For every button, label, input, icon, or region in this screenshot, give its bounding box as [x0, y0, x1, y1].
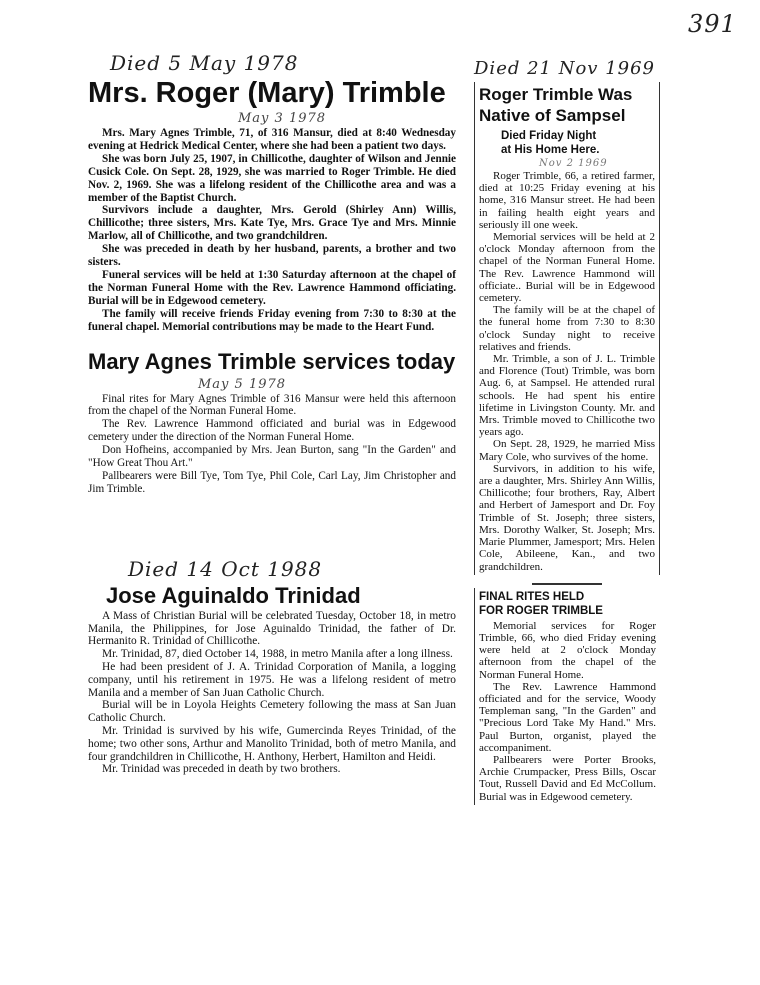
clipping-roger-obituary	[474, 82, 660, 575]
divider	[532, 583, 602, 585]
paragraph: Mr. Trinidad is survived by his wife, Gumercinda Reyes Trinidad, of the home; two other sons, Arthur and Manolito Trinidad, both of metro Manila, and four grandchildren in Chillicothe, H. Anthony, Herbert, Hamilton and Heidi.	[88, 724, 456, 763]
paragraph: Don Hofheins, accompanied by Mrs. Jean Burton, sang "In the Garden" and "How Great Thou Art."	[88, 444, 456, 470]
paragraph: Mr. Trinidad, 87, died October 14, 1988, in metro Manila after a long illness.	[102, 648, 453, 661]
rites-headline	[479, 590, 656, 618]
paragraph: Pallbearers were Porter Brooks, Archie Crumpacker, Press Bills, Oscar Tout, Russell David and Ed McCollum. Burial was in Edgewood cemetery.	[479, 753, 656, 803]
page-number: 391	[688, 10, 737, 38]
obituary-body	[88, 127, 456, 334]
clipping-final-rites	[474, 588, 660, 805]
obituary-headline: Jose Aguinaldo Trinidad	[106, 582, 361, 608]
right-column	[474, 56, 660, 805]
handwritten-death-date: Died 21 Nov 1969	[474, 58, 655, 79]
paragraph: Funeral services will be held at 1:30 Saturday afternoon at the chapel of the Norman Funeral Home with the Rev. Lawrence Hammond officiating. Burial will be in Edgewood cemetery.	[88, 268, 456, 307]
handwritten-death-date: Died 5 May 1978	[110, 51, 299, 75]
paragraph: He had been president of J. A. Trinidad Corporation of Manila, a logging company, until his retirement in 1975. He was a lifelong resident of metro Manila and a member of San Juan Catholic Church.	[88, 660, 456, 699]
paragraph: Pallbearers were Bill Tye, Tom Tye, Phil Cole, Carl Lay, Jim Christopher and Jim Trimble.	[88, 469, 456, 495]
paragraph: Mr. Trinidad was preceded in death by two brothers.	[102, 763, 341, 776]
paragraph: Mr. Trimble, a son of J. L. Trimble and Florence (Tout) Trimble, was born Aug. 6, at Sampsel. He attended rural schools. He had spent his entire lifetime in Livingston County. Mr. and Mrs. Trimble moved to Chillicothe two years ago.	[479, 353, 655, 439]
handwritten-date-note: May 5 1978	[198, 376, 287, 392]
paragraph: She was preceded in death by her husband, parents, a brother and two sisters.	[88, 243, 456, 269]
paragraph: The family will receive friends Friday evening from 7:30 to 8:30 at the funeral chapel. Memorial contributions may be made to the Heart Fund.	[88, 307, 456, 333]
handwritten-date-note: May 3 1978	[238, 111, 327, 126]
paragraph: Final rites for Mary Agnes Trimble of 316 Mansur were held this afternoon from the chapel of the Norman Funeral Home.	[88, 392, 456, 418]
paragraph: She was born July 25, 1907, in Chillicothe, daughter of Wilson and Jennie Cusick Cole. On Sept. 28, 1929, she was married to Roger Trimble. He died Nov. 2, 1969. She was a lifelong resident of the Chillicothe area and was a member of the Baptist Church.	[88, 152, 456, 204]
headline-line: FINAL RITES HELD	[479, 590, 585, 603]
headline-line: Native of Sampsel	[479, 106, 626, 125]
handwritten-death-date: Died 14 Oct 1988	[128, 556, 323, 581]
services-body	[88, 393, 456, 496]
paragraph: Mrs. Mary Agnes Trimble, 71, of 316 Mansur, died at 8:40 Wednesday evening at Hedrick Medical Center, where she had been a patient two days.	[88, 127, 456, 152]
paragraph: A Mass of Christian Burial will be celebrated Tuesday, October 18, in metro Manila, the Philippines, for Jose Aguinaldo Trinidad, the father of Dr. Hermanito R. Trinidad of Chillicothe.	[88, 609, 456, 648]
paragraph: The Rev. Lawrence Hammond officiated and burial was in Edgewood cemetery under the direction of the Norman Funeral Home.	[88, 418, 456, 444]
paragraph: The Rev. Lawrence Hammond officiated and for the service, Woody Templeman sang, "In the Garden" and "Precious Lord Take My Hand." Mrs. Paul Burton, organist, played the accompaniment.	[479, 680, 656, 754]
handwritten-date-note: Nov 2 1969	[539, 158, 608, 169]
obituary-body	[479, 170, 655, 573]
headline-line: FOR ROGER TRIMBLE	[479, 604, 603, 617]
paragraph: Memorial services will be held at 2 o'clock Monday afternoon from the chapel of the Norman Funeral Home. The Rev. Lawrence Hammond will officiate.. Burial will be in Edgewood cemetery.	[479, 231, 655, 305]
paragraph: Survivors, in addition to his wife, are a daughter, Mrs. Shirley Ann Willis, Chillicothe; four brothers, Ray, Albert and Herbert of Jamesport and Dr. Foy Trimble of St. Joseph; three sisters, Mrs. Dorothy Walker, St. Joseph; Mrs. Marie Plummer, Jamesport; Mrs. Helen Cole, Abileene, Kan., and two grandchildren.	[479, 462, 655, 573]
obituary-body	[88, 610, 456, 776]
subhead-line: at His Home Here.	[501, 144, 600, 156]
obituary-subhead	[479, 129, 655, 157]
paragraph: Burial will be in Loyola Heights Cemetery following the mass at San Juan Catholic Church.	[88, 699, 456, 725]
paragraph: The family will be at the chapel of the funeral home from 7:30 to 8:30 o'clock Sunday night to receive relatives and friends.	[479, 304, 655, 353]
paragraph: On Sept. 28, 1929, he married Miss Mary Cole, who survives of the home.	[479, 438, 655, 463]
headline-line: Roger Trimble Was	[479, 85, 633, 104]
paragraph: Roger Trimble, 66, a retired farmer, died at 10:25 Friday evening at his home, 316 Mansur street. He had been in failing health eight years and seriously ill one week.	[479, 170, 655, 231]
paragraph: Survivors include a daughter, Mrs. Gerold (Shirley Ann) Willis, Chillicothe; three sisters, Mrs. Kate Tye, Mrs. Grace Tye and Mrs. Minnie Marlow, all of Chillicothe, and two grandchildren.	[88, 204, 456, 243]
rites-body	[479, 620, 656, 803]
obituary-headline: Mrs. Roger (Mary) Trimble	[88, 77, 446, 109]
paragraph: Memorial services for Roger Trimble, 66, who died Friday evening were held at 2 o'clock Monday afternoon from the chapel of the Norman Funeral Home.	[479, 619, 656, 681]
subhead-line: Died Friday Night	[501, 130, 597, 142]
left-column	[88, 50, 456, 776]
services-headline: Mary Agnes Trimble services today	[88, 348, 456, 374]
obituary-headline	[479, 84, 655, 126]
